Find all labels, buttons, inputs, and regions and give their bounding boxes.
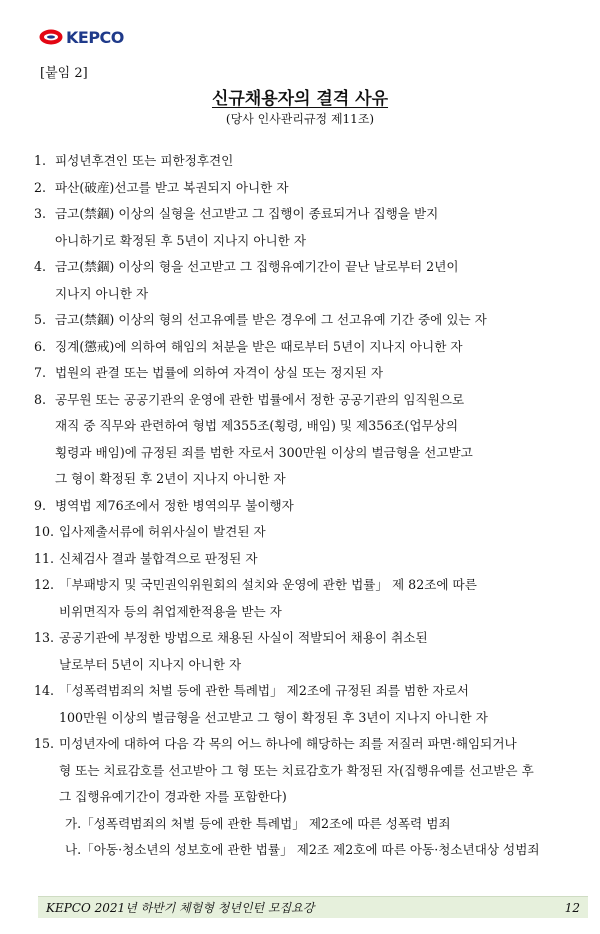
list-item-body [55, 175, 586, 202]
page-footer [38, 896, 588, 918]
list-item-body [59, 546, 586, 573]
list-item-text: 그 집행유예기간이 경과한 자를 포함한다) [59, 789, 287, 804]
list-item-text: 횡령과 배임)에 규정된 죄를 범한 자로서 300만원 이상의 벌금형을 선고받고 [55, 444, 473, 460]
list-item [34, 175, 586, 202]
list-subitem: 가.「성폭력범죄의 처벌 등에 관한 특례법」 제2조에 따른 성폭력 범죄 [65, 815, 451, 831]
list-item-text: 금고(禁錮) 이상의 형의 선고유예를 받은 경우에 그 선고유예 기간 중에 있는 자 [55, 312, 487, 327]
list-item-text: 징계(懲戒)에 의하여 해임의 처분을 받은 때로부터 5년이 지나지 아니한 자 [55, 338, 463, 354]
list-item [34, 546, 586, 573]
list-item-number: 1. [34, 153, 47, 168]
footer-title: KEPCO 2021년 하반기 체험형 청년인턴 모집요강 [46, 901, 315, 915]
disqualification-list [34, 148, 586, 864]
list-item-number: 5. [34, 312, 47, 327]
list-item-number: 12. [34, 577, 55, 592]
list-item-text: 병역법 제76조에서 정한 병역의무 불이행자 [55, 497, 294, 513]
list-item-number: 10. [34, 524, 55, 539]
list-item-body [59, 678, 586, 731]
list-item-text: 파산(破産)선고를 받고 복권되지 아니한 자 [55, 179, 289, 195]
list-item-body [55, 334, 586, 361]
page-title [0, 84, 600, 109]
list-item-body [55, 493, 586, 520]
list-item [34, 307, 586, 334]
page-title-text: 신규채용자의 결격 사유 [211, 89, 389, 109]
list-subitem: 나.「아동·청소년의 성보호에 관한 법률」 제2조 제2호에 따른 아동·청소년대상 성범죄 [65, 842, 540, 857]
list-item [34, 254, 586, 307]
list-item [34, 572, 586, 625]
list-item-text: 그 형이 확정된 후 2년이 지나지 아니한 자 [55, 471, 286, 486]
list-item-text: 입사제출서류에 허위사실이 발견된 자 [59, 524, 266, 539]
list-item-text: 금고(禁錮) 이상의 실형을 선고받고 그 집행이 종료되거나 집행을 받지 [55, 206, 439, 221]
list-item [34, 148, 586, 175]
list-item-text: 미성년자에 대하여 다음 각 목의 어느 하나에 해당하는 죄를 저질러 파면·해임되거나 [59, 736, 517, 751]
kepco-wordmark: KEPCO [66, 27, 124, 47]
list-item [34, 493, 586, 520]
list-item-body [55, 148, 586, 175]
list-item-number: 6. [34, 338, 47, 354]
page-number: 12 [564, 900, 580, 915]
list-item-text: 「부패방지 및 국민권익위원회의 설치와 운영에 관한 법률」 제 82조에 따른 [59, 577, 477, 592]
attachment-label: [붙임 2] [40, 66, 88, 81]
list-item [34, 387, 586, 493]
kepco-logo [38, 27, 124, 47]
list-item-body [59, 572, 586, 625]
list-item-number: 4. [34, 259, 47, 274]
list-item-number: 7. [34, 365, 47, 380]
list-item-number: 13. [34, 630, 55, 645]
list-item [34, 360, 586, 387]
page-subtitle: (당사 인사관리규정 제11조) [225, 112, 375, 126]
kepco-emblem-icon [38, 27, 64, 47]
list-item [34, 625, 586, 678]
list-item-text: 공공기관에 부정한 방법으로 채용된 사실이 적발되어 채용이 취소된 [59, 630, 428, 645]
list-item-number: 3. [34, 206, 47, 221]
list-item-body [55, 360, 586, 387]
list-item [34, 334, 586, 361]
list-item-text: 지나지 아니한 자 [55, 285, 149, 301]
list-item-number: 11. [34, 550, 55, 566]
list-item-text: 형 또는 치료감호를 선고받아 그 형 또는 치료감호가 확정된 자(집행유예를 선고받은 후 [59, 762, 534, 778]
list-item-body [59, 625, 586, 678]
list-item-number: 15. [34, 736, 55, 751]
list-item-text: 피성년후견인 또는 피한정후견인 [55, 153, 234, 168]
list-item [34, 201, 586, 254]
list-item-body [55, 201, 586, 254]
list-item-number: 8. [34, 391, 47, 407]
list-item-body [55, 307, 586, 334]
list-item-body [59, 731, 586, 864]
list-item-number: 14. [34, 683, 55, 698]
list-item-number: 9. [34, 497, 47, 513]
list-item-body [59, 519, 586, 546]
list-item-text: 신체검사 결과 불합격으로 판정된 자 [59, 550, 258, 566]
list-item-text: 비위면직자 등의 취업제한적용을 받는 자 [59, 603, 282, 619]
list-item [34, 731, 586, 864]
list-item-text: 날로부터 5년이 지나지 아니한 자 [59, 656, 242, 672]
list-item-text: 법원의 관결 또는 법률에 의하여 자격이 상실 또는 정지된 자 [55, 365, 384, 380]
list-item-number: 2. [34, 179, 47, 195]
list-item-text: 아니하기로 확정된 후 5년이 지나지 아니한 자 [55, 232, 307, 248]
list-item [34, 519, 586, 546]
list-item [34, 678, 586, 731]
list-item-body [55, 254, 586, 307]
list-item-body [55, 387, 586, 493]
list-item-text: 금고(禁錮) 이상의 형을 선고받고 그 집행유예기간이 끝난 날로부터 2년이 [55, 259, 459, 274]
list-item-text: 「성폭력범죄의 처벌 등에 관한 특례법」 제2조에 규정된 죄를 범한 자로서 [59, 683, 469, 698]
list-item-text: 100만원 이상의 벌금형을 선고받고 그 형이 확정된 후 3년이 지나지 아니한 자 [59, 709, 488, 725]
list-item-text: 재직 중 직무와 관련하여 형법 제355조(횡령, 배임) 및 제356조(업무상의 [55, 418, 458, 433]
list-item-text: 공무원 또는 공공기관의 운영에 관한 법률에서 정한 공공기관의 임직원으로 [55, 391, 465, 407]
